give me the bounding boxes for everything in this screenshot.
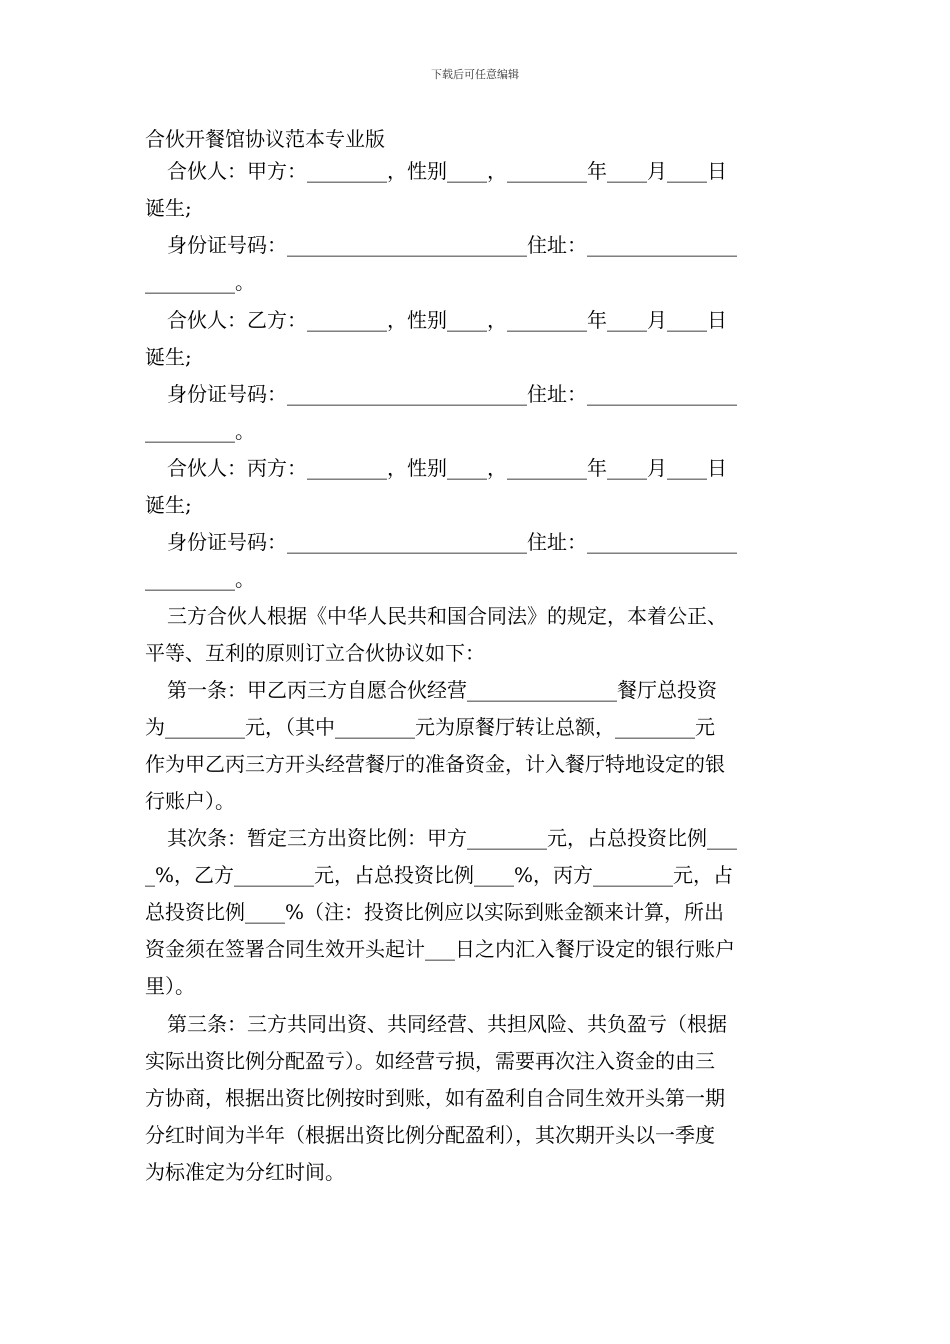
article-2-line-1: 其次条：暂定三方出资比例：甲方________元，占总投资比例___ [167, 826, 737, 850]
partner-c-id-address: 身份证号码：________________________住址：_______________ [167, 530, 737, 554]
article-3-line-1: 第三条：三方共同出资、共同经营、共担风险、共负盈亏（根据 [167, 1012, 727, 1036]
article-1-line-1: 第一条：甲乙丙三方自愿合伙经营_______________餐厅总投资 [167, 678, 717, 702]
article-2-line-3: 总投资比例____%（注：投资比例应以实际到账金额来计算，所出 [145, 900, 725, 924]
partner-b-address-cont: _________。 [145, 419, 255, 443]
preamble-line-1: 三方合伙人根据《中华人民共和国合同法》的规定，本着公正、 [167, 604, 727, 628]
article-1-line-2: 为________元，（其中________元为原餐厅转让总额，________元 [145, 715, 715, 739]
article-2-line-5: 里）。 [145, 974, 195, 998]
partner-a-birth: 诞生; [145, 196, 192, 220]
partner-a-line: 合伙人：甲方：________，性别____，________年____月____日 [167, 159, 727, 183]
article-2-line-2: _%，乙方________元，占总投资比例____%，丙方________元，占 [145, 863, 734, 887]
partner-c-birth: 诞生; [145, 493, 192, 517]
article-2-line-4: 资金须在签署合同生效开头起计___日之内汇入餐厅设定的银行账户 [145, 937, 735, 961]
partner-a-address-cont: _________。 [145, 270, 255, 294]
partner-b-id-address: 身份证号码：________________________住址：_______________ [167, 382, 737, 406]
article-3-line-5: 为标准定为分红时间。 [145, 1160, 345, 1184]
preamble-line-2: 平等、互利的原则订立合伙协议如下： [145, 641, 485, 665]
article-3-line-3: 方协商，根据出资比例按时到账，如有盈利自合同生效开头第一期 [145, 1086, 725, 1110]
partner-c-address-cont: _________。 [145, 567, 255, 591]
document-title: 合伙开餐馆协议范本专业版 [145, 127, 385, 151]
header-note: 下载后可任意编辑 [431, 68, 519, 81]
article-3-line-2: 实际出资比例分配盈亏）。如经营亏损，需要再次注入资金的由三 [145, 1049, 715, 1073]
article-1-line-4: 行账户）。 [145, 789, 235, 813]
article-1-line-3: 作为甲乙丙三方开头经营餐厅的准备资金，计入餐厅特地设定的银 [145, 752, 725, 776]
article-3-line-4: 分红时间为半年（根据出资比例分配盈利），其次期开头以一季度 [145, 1123, 715, 1147]
partner-b-birth: 诞生; [145, 345, 192, 369]
partner-a-id-address: 身份证号码：________________________住址：_______________ [167, 233, 737, 257]
partner-b-line: 合伙人：乙方：________，性别____，________年____月____日 [167, 308, 727, 332]
partner-c-line: 合伙人：丙方：________，性别____，________年____月____日 [167, 456, 727, 480]
